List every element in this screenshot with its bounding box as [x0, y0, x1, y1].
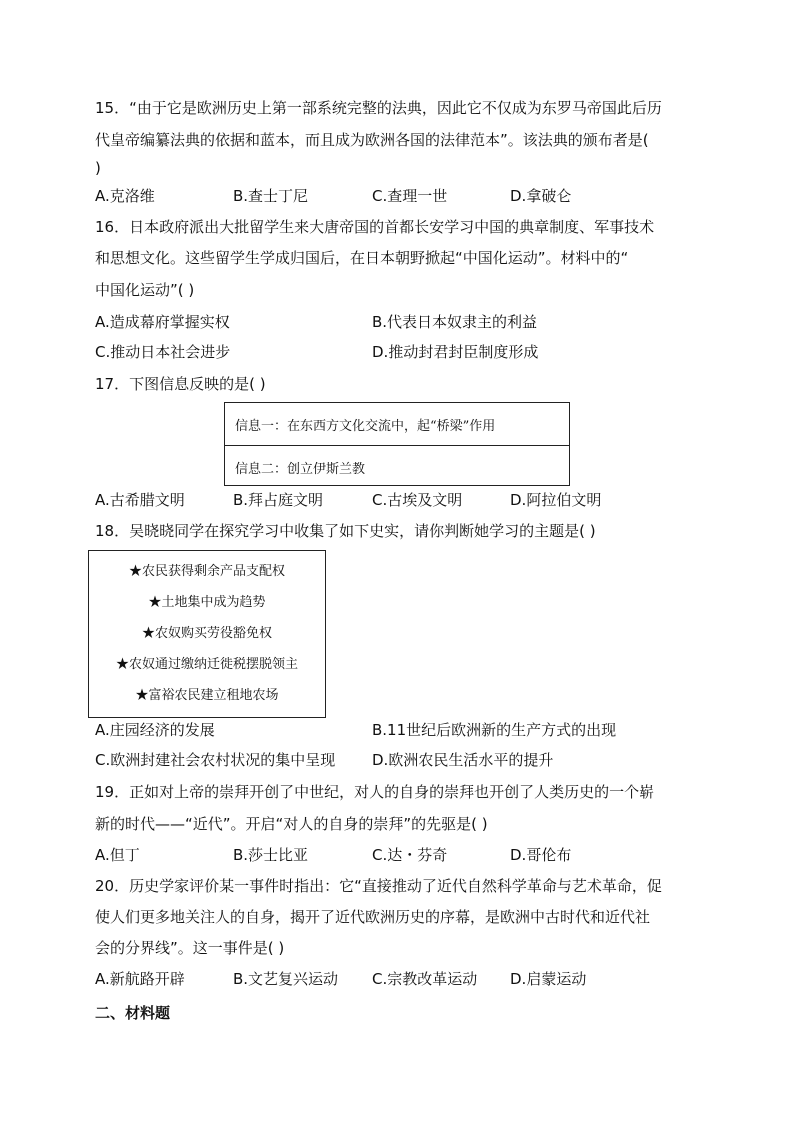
- q20-option-b: B.文艺复兴运动: [233, 970, 339, 988]
- q19-stem-line1: 19．正如对上帝的崇拜开创了中世纪，对人的自身的崇拜也开创了人类历史的一个崭: [95, 783, 655, 801]
- q16-stem-line1: 16．日本政府派出大批留学生来大唐帝国的首都长安学习中国的典章制度、军事技术: [95, 218, 655, 236]
- q15-stem-line2: 代皇帝编纂法典的依据和蓝本，而且成为欧洲各国的法律范本”。该法典的颁布者是(: [95, 131, 649, 149]
- q18-fact-4: ★农奴通过缴纳迁徙税摆脱领主: [115, 657, 298, 672]
- q18-option-d: D.欧洲农民生活水平的提升: [372, 751, 554, 769]
- q17-info-box: [224, 402, 570, 486]
- q17-option-b: B.拜占庭文明: [233, 491, 324, 509]
- q20-stem-line1: 20．历史学家评价某一事件时指出：它“直接推动了近代自然科学革命与艺术革命，促: [95, 877, 662, 895]
- q15-stem-line3: ): [95, 159, 101, 177]
- q16-option-a: A.造成幕府掌握实权: [95, 313, 230, 331]
- q20-option-a: A.新航路开辟: [95, 970, 185, 988]
- q17-option-c: C.古埃及文明: [372, 491, 463, 509]
- q20-stem-line3: 会的分界线”。这一事件是( ): [95, 939, 285, 957]
- q15-option-c: C.查理一世: [372, 187, 448, 205]
- q20-option-c: C.宗教改革运动: [372, 970, 478, 988]
- q15-option-a: A.克洛维: [95, 187, 155, 205]
- q18-fact-3: ★农奴购买劳役豁免权: [141, 626, 272, 641]
- q18-stem-line1: 18．吴晓晓同学在探究学习中收集了如下史实，请你判断她学习的主题是( ): [95, 522, 596, 540]
- q18-fact-2: ★土地集中成为趋势: [148, 595, 266, 610]
- q16-option-d: D.推动封君封臣制度形成: [372, 343, 539, 361]
- q16-option-b: B.代表日本奴隶主的利益: [372, 313, 538, 331]
- q17-info-1: 信息一：在东西方文化交流中，起“桥梁”作用: [225, 403, 569, 446]
- q18-option-a: A.庄园经济的发展: [95, 721, 215, 739]
- q17-stem-line1: 17．下图信息反映的是( ): [95, 375, 266, 393]
- q19-option-c: C.达・芬奇: [372, 846, 448, 864]
- q15-stem-line1: 15．“由于它是欧洲历史上第一部系统完整的法典，因此它不仅成为东罗马帝国此后历: [95, 99, 662, 117]
- q17-option-a: A.古希腊文明: [95, 491, 185, 509]
- q17-info-2: 信息二：创立伊斯兰教: [235, 461, 366, 477]
- q16-option-c: C.推动日本社会进步: [95, 343, 231, 361]
- q15-option-b: B.查士丁尼: [233, 187, 309, 205]
- q18-fact-5: ★富裕农民建立租地农场: [135, 688, 279, 703]
- q19-option-a: A.但丁: [95, 846, 140, 864]
- q19-option-d: D.哥伦布: [510, 846, 572, 864]
- q19-option-b: B.莎士比亚: [233, 846, 309, 864]
- q16-stem-line3: 中国化运动”( ): [95, 281, 195, 299]
- q20-option-d: D.启蒙运动: [510, 970, 587, 988]
- q18-option-c: C.欧洲封建社会农村状况的集中呈现: [95, 751, 336, 769]
- q20-stem-line2: 使人们更多地关注人的自身，揭开了近代欧洲历史的序幕，是欧洲中古时代和近代社: [95, 908, 651, 926]
- section-title: 二、材料题: [95, 1004, 171, 1022]
- q18-option-b: B.11世纪后欧洲新的生产方式的出现: [372, 721, 617, 739]
- q18-fact-1: ★农民获得剩余产品支配权: [128, 564, 285, 579]
- q15-option-d: D.拿破仑: [510, 187, 572, 205]
- q19-stem-line2: 新的时代——“近代”。开启“对人的自身的崇拜”的先驱是( ): [95, 815, 488, 833]
- q18-facts-box: [88, 550, 326, 718]
- q17-option-d: D.阿拉伯文明: [510, 491, 602, 509]
- q16-stem-line2: 和思想文化。这些留学生学成归国后，在日本朝野掀起“中国化运动”。材料中的“: [95, 249, 629, 267]
